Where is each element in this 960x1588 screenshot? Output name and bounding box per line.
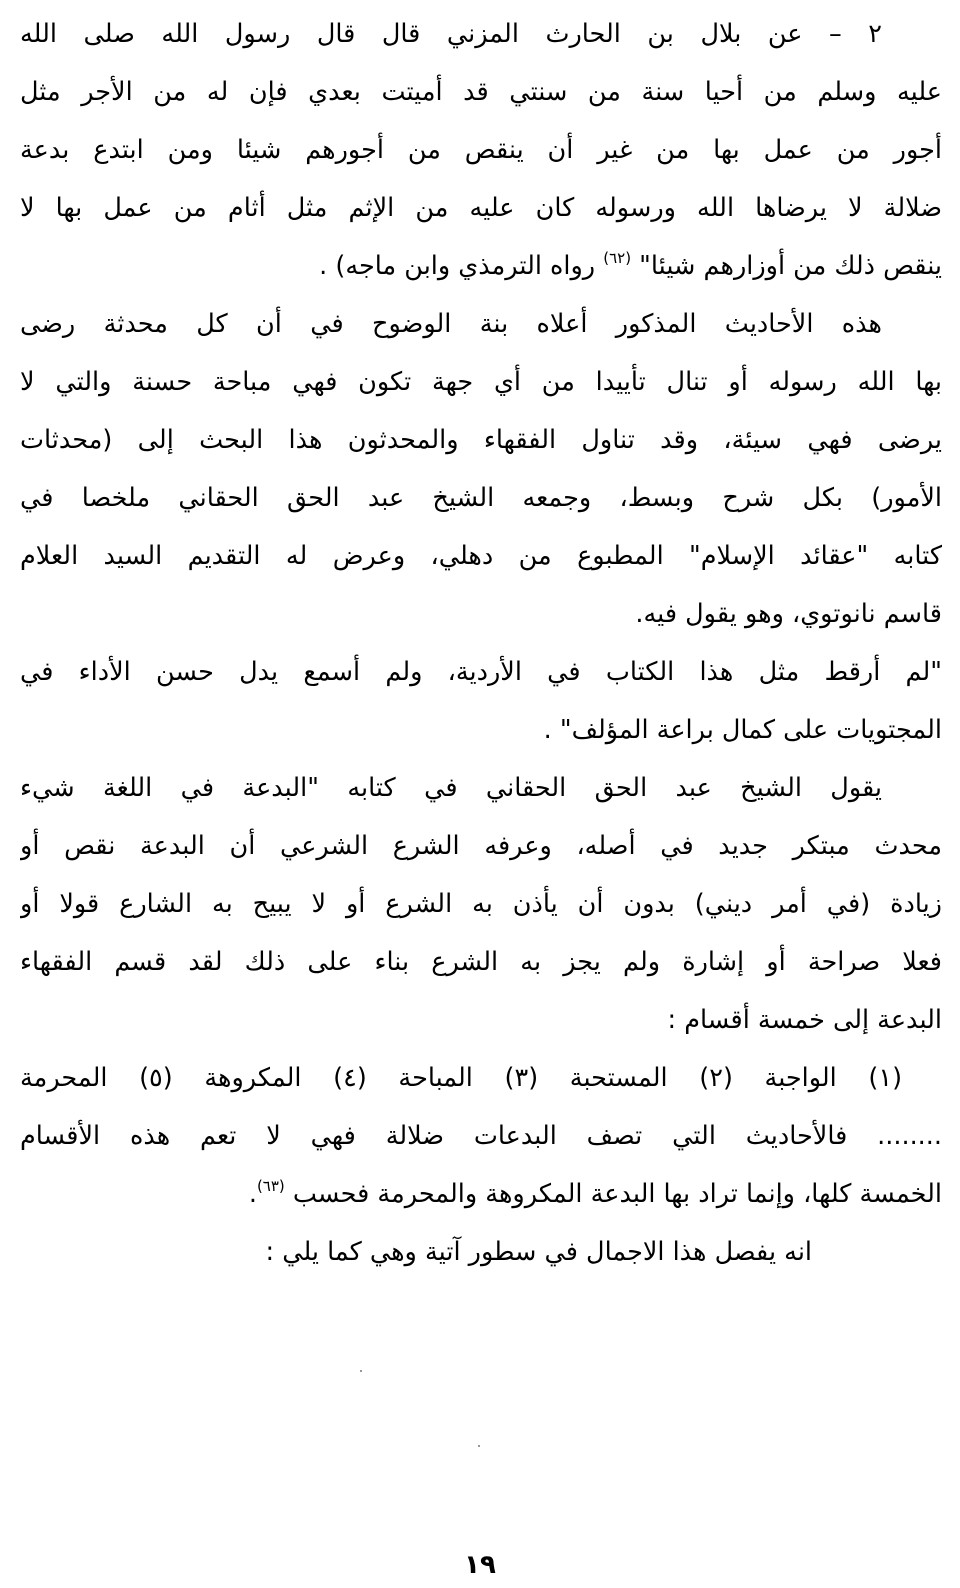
footnote-marker: (٦٢) [603, 248, 632, 267]
text-line: هذه الأحاديث المذكور أعلاه بنة الوضوح في أن كل محدثة رضى [20, 309, 882, 339]
text-line [20, 1169, 942, 1219]
text-line: بها الله رسوله أو تنال تأييدا من أي جهة تكون فهي مباحة حسنة والتي لا [20, 367, 942, 397]
line-text: رواه الترمذي وابن ماجه) . [319, 251, 596, 281]
text-line: فعلا صراحة أو إشارة ولم يجز به الشرع بناء على ذلك لقد قسم الفقهاء [20, 947, 942, 977]
text-line: ........ فالأحاديث التي تصف البدعات ضلالة فهي لا تعم هذه الأقسام [20, 1121, 942, 1151]
text-line: زيادة (في أمر ديني) بدون أن يأذن به الشرع أو لا يبيح به الشارع قولا أو [20, 889, 942, 919]
text-line: ضلالة لا يرضاها الله ورسوله كان عليه من الإثم مثل أثام من عمل بها لا [20, 193, 942, 223]
text-line: أجور من عمل بها من غير أن ينقص من أجورهم شيئا ومن ابتدع بدعة [20, 135, 942, 165]
text-line: كتابه "عقائد الإسلام" المطبوع من دهلي، وعرض له التقديم السيد العلام [20, 541, 942, 571]
text-line: انه يفصل هذا الاجمال في سطور آتية وهي كما يلي : [265, 1237, 812, 1267]
list-line: (١) الواجبة (٢) المستحبة (٣) المباحة (٤) المكروهة (٥) المحرمة [20, 1063, 903, 1093]
line-text: ينقص ذلك من أوزارهم شيئا" [639, 251, 942, 281]
text-line: محدث مبتكر جديد في أصله، وعرفه الشرع الشرعي أن البدعة نقص أو [20, 831, 942, 861]
text-line [20, 241, 942, 291]
line-text: الخمسة كلها، وإنما تراد بها البدعة المكروهة والمحرمة فحسب [292, 1179, 942, 1209]
scan-speck [478, 1445, 480, 1447]
text-line: ٢ – عن بلال بن الحارث المزني قال قال رسول الله صلى الله [20, 19, 882, 49]
footnote-marker: (٦٣) [256, 1176, 285, 1195]
text-line: البدعة إلى خمسة أقسام : [667, 1005, 942, 1035]
text-line: عليه وسلم من أحيا سنة من سنتي قد أميتت بعدي فإن له من الأجر مثل [20, 77, 942, 107]
quote-line: المجتويات على كمال براعة المؤلف" . [543, 715, 942, 745]
text-line: يرضى فهي سيئة، وقد تناول الفقهاء والمحدثون هذا البحث إلى (محدثات [20, 425, 942, 455]
scan-speck [360, 1370, 362, 1372]
line-punctuation: . [248, 1179, 257, 1209]
text-line: قاسم نانوتوي، وهو يقول فيه. [635, 599, 942, 629]
text-line: الأمور) بكل شرح وبسط، وجمعه الشيخ عبد الحق الحقاني ملخصا في [20, 483, 942, 513]
page-number: ١٩ [464, 1550, 496, 1580]
quote-line: "لم أرقط مثل هذا الكتاب في الأردية، ولم أسمع يدل حسن الأداء في [20, 657, 942, 687]
text-line: يقول الشيخ عبد الحق الحقاني في كتابه "البدعة في اللغة شيء [20, 773, 882, 803]
